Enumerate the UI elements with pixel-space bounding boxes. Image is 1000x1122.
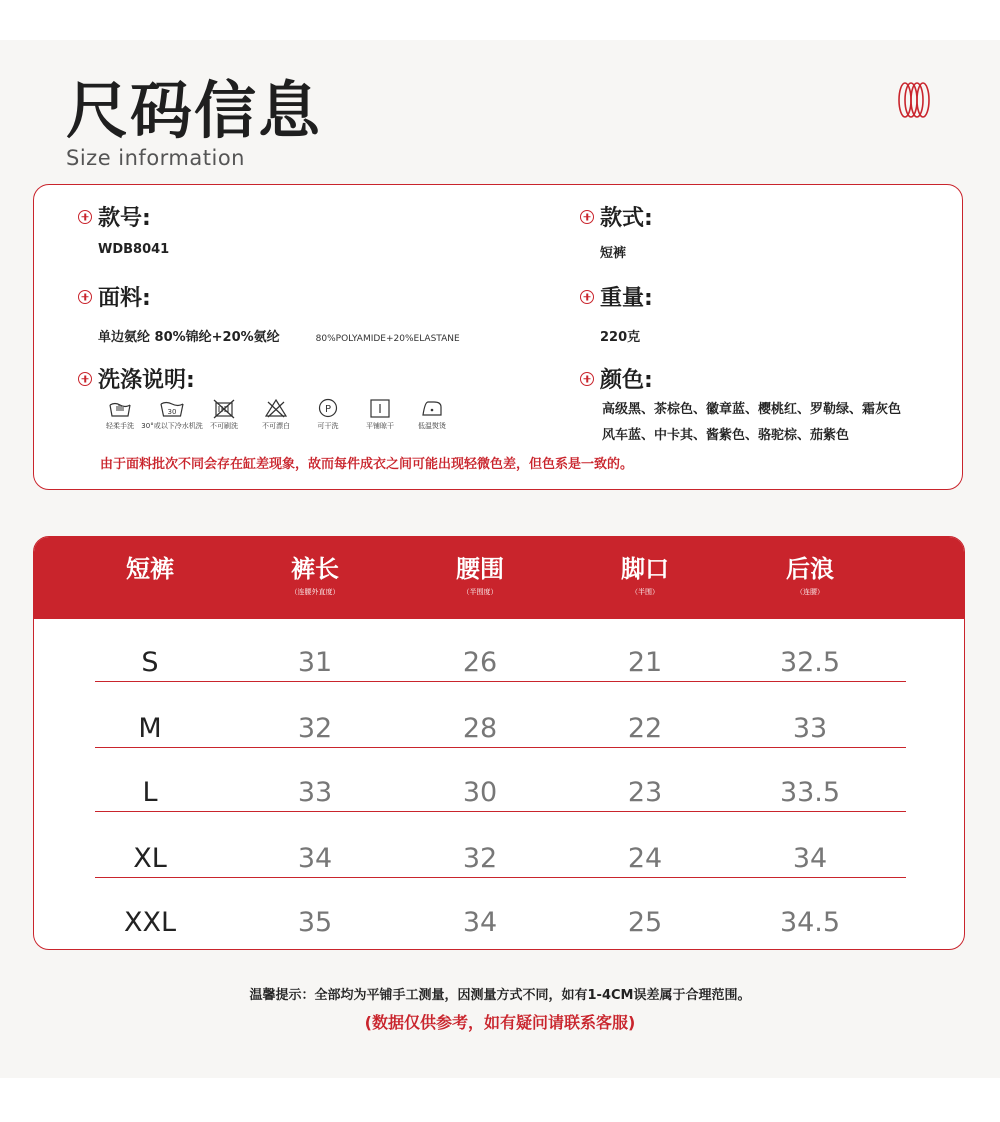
length-cell: 34 [297, 843, 333, 874]
style-field [580, 201, 653, 261]
waist-cell: 26 [462, 647, 498, 678]
length-cell: 31 [297, 647, 333, 678]
header-note: （连腰外直度） [290, 588, 340, 596]
waist-cell: 32 [462, 843, 498, 874]
no-bleach-icon [263, 397, 289, 419]
plus-circle-icon [580, 372, 594, 386]
weight-field [580, 281, 653, 345]
page-title: 尺码信息 [66, 74, 323, 147]
care-caption: 30°或以下冷水机洗 [141, 422, 203, 430]
low-iron-icon [419, 397, 445, 419]
leg-opening-cell: 24 [627, 843, 663, 874]
colors-label: 颜色: [600, 368, 653, 393]
size-cell: XL [133, 843, 167, 874]
back-rise-cell: 34 [792, 843, 828, 874]
care-item [202, 397, 246, 431]
size-chart-table [33, 536, 965, 950]
color-variation-note: 由于面料批次不同会存在缸差现象，故而每件成衣之间可能出现轻微色差，但色系是一致的。 [100, 457, 634, 472]
leg-opening-cell: 22 [627, 713, 663, 744]
care-item [98, 397, 142, 431]
size-cell: S [141, 647, 159, 678]
reference-disclaimer: (数据仅供参考，如有疑问请联系客服) [364, 1013, 636, 1032]
back-rise-cell: 34.5 [779, 907, 841, 938]
care-caption: 低温熨烫 [418, 422, 446, 430]
plus-circle-icon [580, 210, 594, 224]
colors-field [580, 363, 653, 394]
wash-label: 洗涤说明: [98, 368, 195, 393]
header-title: 后浪 [786, 555, 834, 583]
care-item [358, 397, 402, 431]
header-cell [585, 557, 705, 597]
header-note: （连腰） [796, 588, 824, 596]
header-cell [90, 557, 210, 587]
style-number-field [78, 201, 169, 257]
fabric-field [78, 281, 460, 345]
care-caption: 轻柔手洗 [106, 422, 134, 430]
page-background [0, 40, 1000, 1078]
table-row [34, 765, 964, 831]
colors-list [602, 397, 901, 449]
leg-opening-cell: 23 [627, 777, 663, 808]
plus-circle-icon [580, 290, 594, 304]
fabric-value-english: 80%POLYAMIDE+20%ELASTANE [315, 334, 460, 344]
header-cell [420, 557, 540, 597]
size-cell: XXL [123, 907, 177, 938]
header-note: （半围） [631, 588, 659, 596]
style-label: 款式: [600, 206, 653, 231]
size-cell: M [138, 713, 162, 744]
back-rise-cell: 32.5 [779, 647, 841, 678]
care-item [141, 397, 203, 431]
machine-wash-30-icon [159, 397, 185, 419]
care-caption: 不可刷洗 [210, 422, 238, 430]
table-row [34, 635, 964, 701]
style-value: 短裤 [600, 246, 627, 261]
style-number-label: 款号: [98, 206, 151, 231]
plus-circle-icon [78, 372, 92, 386]
row-divider [95, 811, 906, 812]
style-number-value: WDB8041 [98, 242, 170, 257]
plus-circle-icon [78, 210, 92, 224]
table-row [34, 895, 964, 950]
table-row [34, 831, 964, 897]
table-header [34, 537, 964, 619]
rings-logo-icon [895, 80, 935, 120]
fabric-label: 面料: [98, 286, 151, 311]
page-subtitle: Size information [66, 146, 245, 170]
care-caption: 可干洗 [317, 422, 339, 430]
weight-value: 220克 [600, 330, 641, 345]
length-cell: 33 [297, 777, 333, 808]
length-cell: 32 [297, 713, 333, 744]
leg-opening-cell: 25 [627, 907, 663, 938]
product-info-panel [33, 184, 963, 490]
care-item [410, 397, 454, 431]
row-divider [95, 681, 906, 682]
header-title: 腰围 [456, 555, 504, 583]
wash-temperature: 30 [167, 408, 177, 416]
waist-cell: 30 [462, 777, 498, 808]
care-item [306, 397, 350, 431]
waist-cell: 34 [462, 907, 498, 938]
header-title: 裤长 [291, 555, 339, 583]
header-cell [255, 557, 375, 597]
dry-clean-letter: P [324, 404, 332, 415]
colors-line: 风车蓝、中卡其、酱紫色、骆驼棕、茄紫色 [602, 428, 850, 443]
weight-label: 重量: [600, 286, 653, 311]
hand-wash-icon [107, 397, 133, 419]
wash-field [78, 363, 195, 394]
header-title: 脚口 [621, 555, 669, 583]
no-brush-icon [211, 397, 237, 419]
length-cell: 35 [297, 907, 333, 938]
header-title: 短裤 [126, 555, 174, 583]
back-rise-cell: 33.5 [779, 777, 841, 808]
size-cell: L [142, 777, 158, 808]
care-caption: 不可漂白 [262, 422, 290, 430]
colors-line: 高级黑、茶棕色、徽章蓝、樱桃红、罗勒绿、霜灰色 [602, 402, 902, 417]
care-icons [98, 397, 454, 431]
leg-opening-cell: 21 [627, 647, 663, 678]
care-item [254, 397, 298, 431]
dry-clean-icon [315, 397, 341, 419]
waist-cell: 28 [462, 713, 498, 744]
header-note: （半围度） [462, 588, 498, 596]
care-caption: 平铺晾干 [366, 422, 394, 430]
plus-circle-icon [78, 290, 92, 304]
table-row [34, 701, 964, 767]
row-divider [95, 747, 906, 748]
back-rise-cell: 33 [792, 713, 828, 744]
flat-dry-icon [367, 397, 393, 419]
measurement-tip: 温馨提示：全部均为平铺手工测量，因测量方式不同，如有1-4CM误差属于合理范围。 [249, 988, 751, 1003]
row-divider [95, 877, 906, 878]
fabric-value: 单边氨纶 80%锦纶+20%氨纶 [98, 330, 280, 345]
header-cell [750, 557, 870, 597]
